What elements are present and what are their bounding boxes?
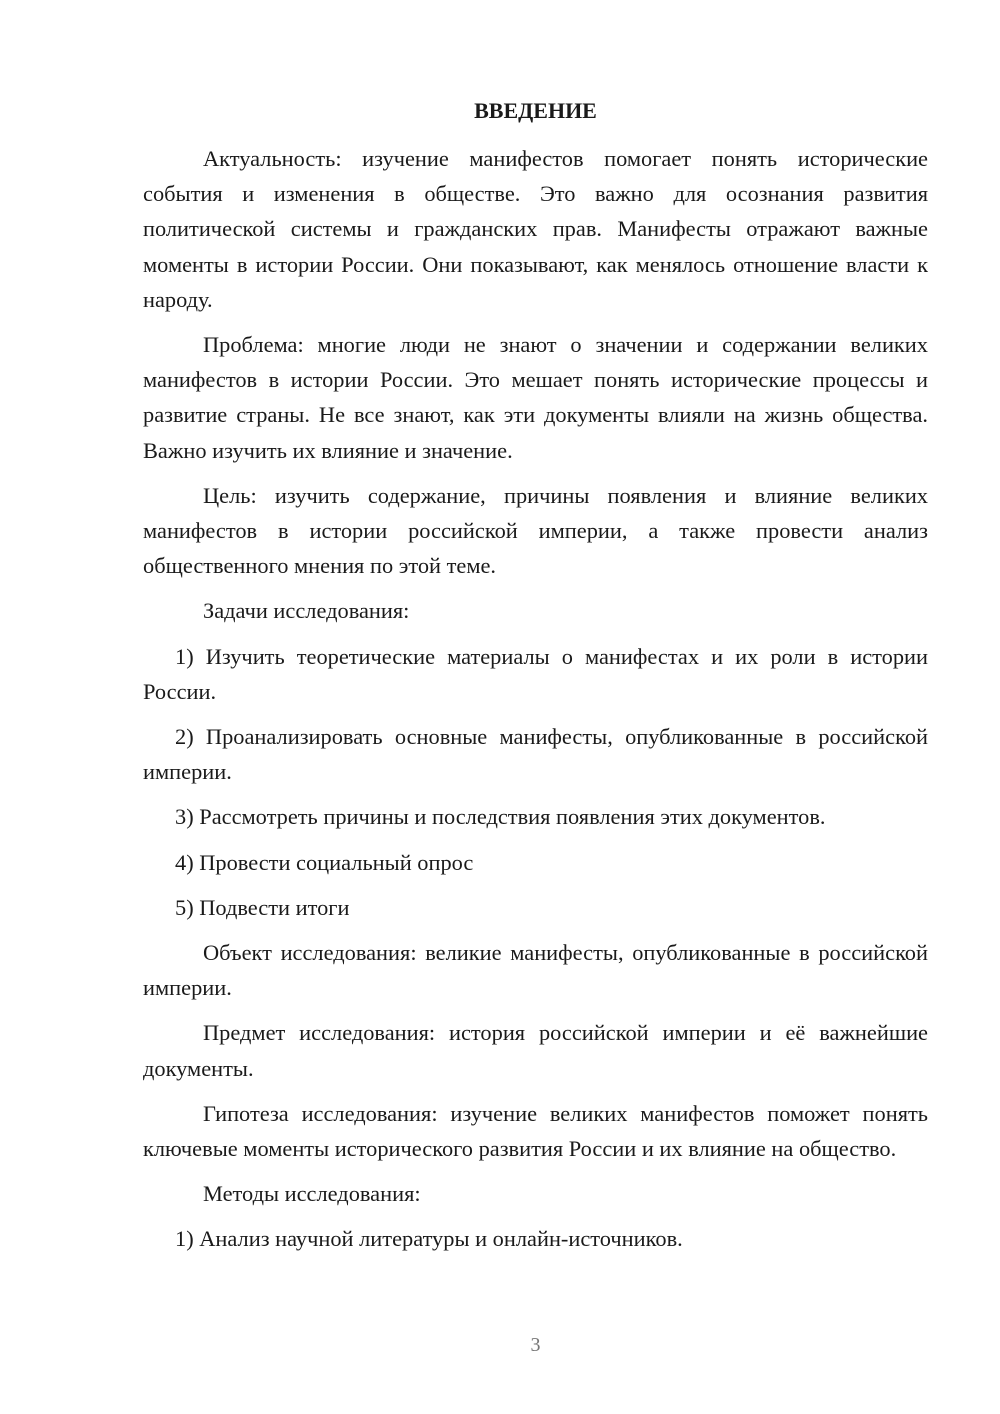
document-body bbox=[143, 141, 928, 1267]
task-item: 1) Изучить теоретические материалы о манифестах и их роли в истории России. bbox=[143, 643, 928, 704]
task-item: 5) Подвести итоги bbox=[175, 894, 350, 920]
task-item: 4) Провести социальный опрос bbox=[175, 849, 474, 875]
page-number: 3 bbox=[530, 1334, 541, 1356]
paragraph-subject: Предмет исследования: история российской империи и её важнейшие документы. bbox=[143, 1020, 928, 1081]
task-item: 2) Проанализировать основные манифесты, опубликованные в российской империи. bbox=[143, 724, 928, 785]
method-item: 1) Анализ научной литературы и онлайн-источников. bbox=[175, 1226, 683, 1252]
methods-heading: Методы исследования: bbox=[203, 1181, 421, 1207]
task-item: 3) Рассмотреть причины и последствия появления этих документов. bbox=[175, 804, 826, 830]
paragraph-object: Объект исследования: великие манифесты, опубликованные в российской империи. bbox=[143, 940, 928, 1001]
paragraph-goal: Цель: изучить содержание, причины появления и влияние великих манифестов в истории российской империи, а также провести анализ общественного мнения по этой теме. bbox=[143, 482, 928, 579]
paragraph-problem: Проблема: многие люди не знают о значении и содержании великих манифестов в истории России. Это мешает понять исторические процессы и развитие страны. Не все знают, как эти документы влияли на жизнь общества. Важно изучить их влияние и значение. bbox=[143, 332, 928, 463]
paragraph-relevance: Актуальность: изучение манифестов помогает понять исторические события и изменения в обществе. Это важно для осознания развития политической системы и гражданских прав. Манифесты отражают важные моменты в истории России. Они показывают, как менялось отношение власти к народу. bbox=[143, 146, 928, 312]
paragraph-hypothesis: Гипотеза исследования: изучение великих манифестов поможет понять ключевые моменты исторического развития России и их влияние на общество. bbox=[143, 1100, 928, 1162]
tasks-heading: Задачи исследования: bbox=[203, 598, 410, 624]
document-page bbox=[143, 0, 928, 1414]
page-title: ВВЕДЕНИЕ bbox=[474, 98, 597, 123]
